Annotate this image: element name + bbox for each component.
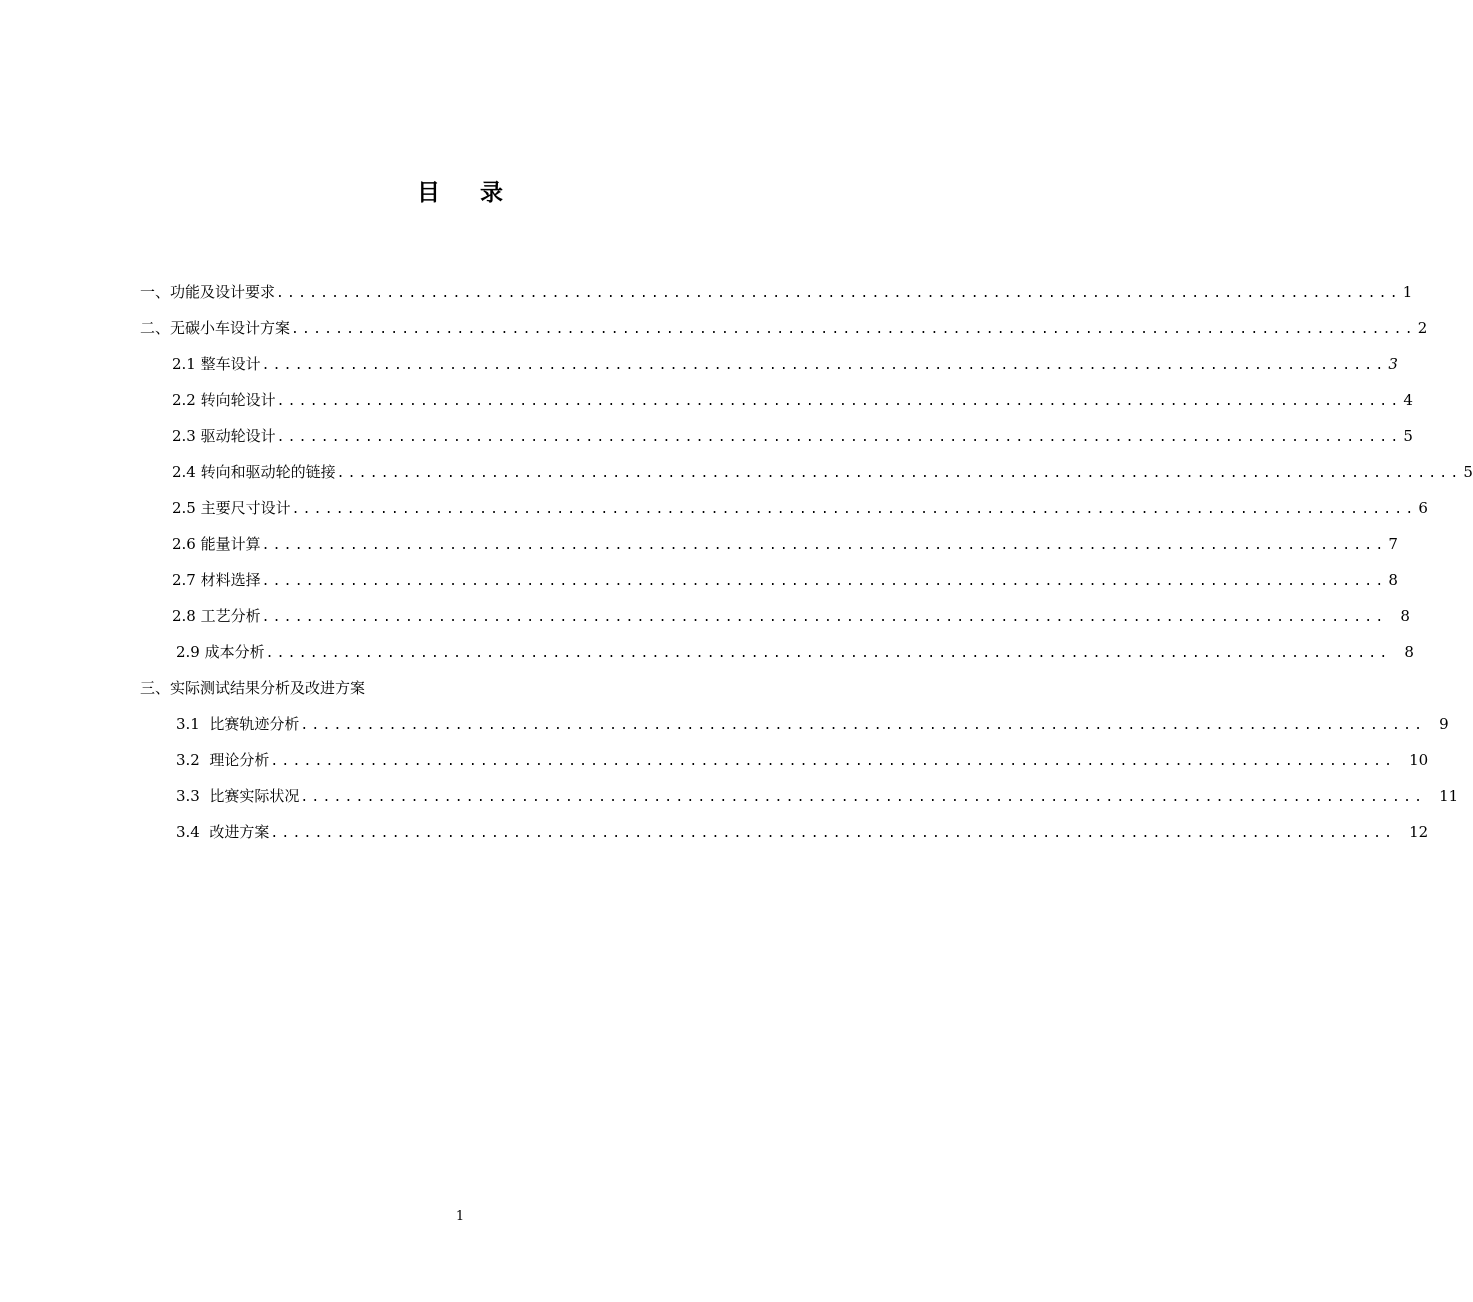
toc-entry-label: 2.7 材料选择	[172, 571, 261, 589]
toc-entry[interactable]	[176, 712, 1449, 736]
toc-leader-dots: ......................................................................................................	[291, 502, 1417, 517]
toc-entry-label: 3.3 比赛实际状况	[176, 787, 300, 805]
toc-leader-dots: ......................................................................................................	[300, 718, 1426, 733]
toc-entry-page: 8	[1388, 571, 1398, 589]
toc-leader-dots: ......................................................................................................	[261, 610, 1387, 625]
toc-entry[interactable]	[176, 748, 1429, 772]
toc-entry-label: 2.2 转向轮设计	[172, 391, 276, 409]
toc-entry-page: 6	[1418, 499, 1428, 517]
toc-leader-dots: ......................................................................................................	[261, 358, 1387, 373]
toc-entry-page: 9	[1439, 715, 1449, 733]
toc-entry[interactable]	[176, 820, 1429, 844]
toc-entry-label: 2.3 驱动轮设计	[172, 427, 276, 445]
toc-entry[interactable]	[176, 784, 1459, 808]
toc-entry-page: 1	[1402, 283, 1413, 301]
page-number: 1	[455, 1209, 465, 1224]
toc-entry-label: 二、无碳小车设计方案	[140, 319, 291, 337]
toc-entry-label: 3.1 比赛轨迹分析	[176, 715, 300, 733]
toc-entry[interactable]	[172, 604, 1410, 628]
toc-leader-dots: ......................................................................................................	[276, 394, 1402, 409]
toc-entry-page: 2	[1417, 319, 1428, 337]
toc-entry[interactable]	[172, 532, 1398, 556]
toc-entry[interactable]	[140, 676, 780, 700]
toc-leader-dots: ......................................................................................................	[276, 430, 1402, 445]
toc-entry-page: 8	[1400, 607, 1410, 625]
toc-entry-label: 一、功能及设计要求	[140, 283, 276, 301]
toc-entry-page: 8	[1404, 643, 1414, 661]
toc-entry-page: 11	[1439, 787, 1459, 805]
toc-entry-label: 2.4 转向和驱动轮的链接	[172, 463, 336, 481]
toc-entry-page: 7	[1388, 535, 1398, 553]
toc-leader-dots: ......................................................................................................	[291, 322, 1416, 337]
toc-entry-label: 2.6 能量计算	[172, 535, 261, 553]
toc-leader-dots: ......................................................................................................	[261, 538, 1387, 553]
toc-leader-dots: ......................................................................................................	[270, 754, 1396, 769]
toc-entry-label: 2.9 成本分析	[176, 643, 265, 661]
toc-entry-label: 2.8 工艺分析	[172, 607, 261, 625]
toc-entry[interactable]	[172, 352, 1398, 376]
toc-leader-dots: ......................................................................................................	[265, 646, 1391, 661]
toc-leader-dots: ......................................................................................................	[336, 466, 1462, 481]
toc-entry[interactable]	[140, 316, 1428, 340]
toc-entry-label: 三、实际测试结果分析及改进方案	[140, 679, 366, 697]
toc-entry-label: 3.4 改进方案	[176, 823, 270, 841]
toc-leader-dots: ......................................................................................................	[276, 286, 1401, 301]
toc-entry[interactable]	[172, 568, 1398, 592]
toc-entry-page: 5	[1463, 463, 1473, 481]
toc-entry-label: 2.1 整车设计	[172, 355, 261, 373]
toc-entry-page: 4	[1403, 391, 1413, 409]
toc-entry-page: 10	[1409, 751, 1429, 769]
toc-entry[interactable]	[172, 496, 1428, 520]
toc-entry[interactable]	[172, 424, 1413, 448]
toc-entry-label: 3.2 理论分析	[176, 751, 270, 769]
toc-entry[interactable]	[140, 280, 1413, 304]
toc-entry[interactable]	[172, 460, 1473, 484]
toc-entry[interactable]	[176, 640, 1414, 664]
toc-entry-page: 12	[1409, 823, 1429, 841]
title-char-1: 目	[417, 180, 440, 206]
toc-leader-dots: ......................................................................................................	[270, 826, 1396, 841]
toc-entry-page: 3	[1388, 355, 1398, 373]
toc-entry-page: 5	[1403, 427, 1413, 445]
toc-entry-label: 2.5 主要尺寸设计	[172, 499, 291, 517]
toc-leader-dots: ......................................................................................................	[261, 574, 1387, 589]
toc-leader-dots: ......................................................................................................	[300, 790, 1426, 805]
toc-entry[interactable]	[172, 388, 1413, 412]
title-char-2: 录	[480, 180, 503, 206]
